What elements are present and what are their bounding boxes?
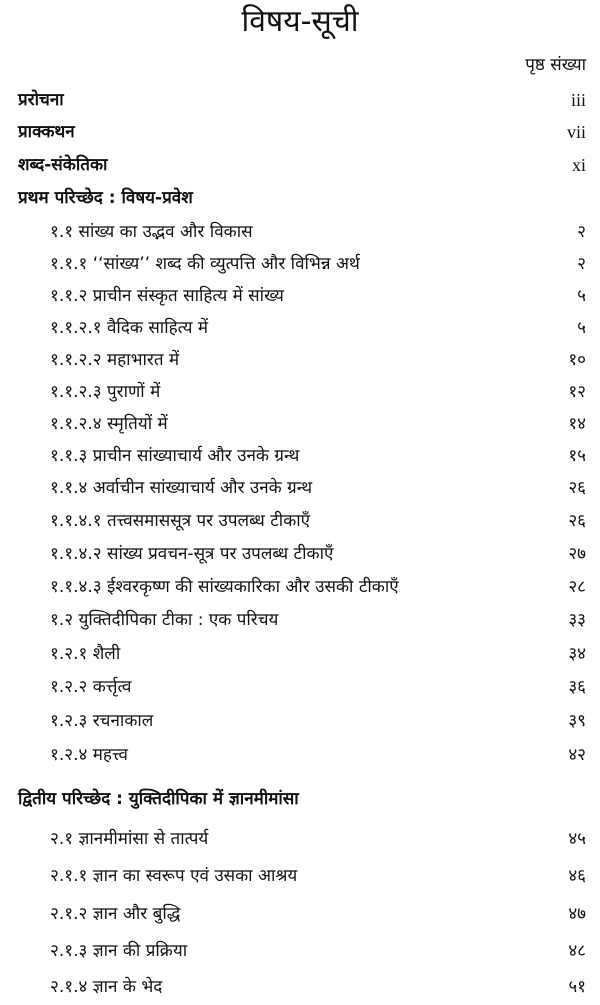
entry-page: १२ xyxy=(568,382,586,402)
toc-entry xyxy=(0,573,600,605)
entry-page: xi xyxy=(571,155,586,175)
entry-label: २.१.२ ज्ञान और बुद्धि xyxy=(50,904,181,924)
entry-label: १.१.३ प्राचीन सांख्याचार्य और उनके ग्रन्थ xyxy=(50,446,300,466)
entry-page: iii xyxy=(570,90,586,110)
toc-entry xyxy=(0,346,600,378)
entry-label: २.१ ज्ञानमीमांसा से तात्पर्य xyxy=(50,829,209,849)
toc-entry xyxy=(0,707,600,739)
entry-page: १५ xyxy=(568,446,586,466)
entry-label: १.१.४.२ सांख्य प्रवचन-सूत्र पर उपलब्ध टीकाएँ xyxy=(50,544,334,564)
entry-page: ४७ xyxy=(568,904,586,924)
toc-entry-front-matter xyxy=(0,86,600,118)
entry-label: २.१.४ ज्ञान के भेद xyxy=(50,977,163,997)
toc-entry xyxy=(0,507,600,539)
entry-label: १.२ युक्तिदीपिका टीका : एक परिचय xyxy=(50,610,279,630)
entry-page: ४६ xyxy=(568,866,586,886)
entry-label: १.१.२.३ पुराणों में xyxy=(50,382,161,402)
chapter-title: प्रथम परिच्छेद : विषय-प्रवेश xyxy=(18,188,193,208)
entry-label: प्ररोचना xyxy=(18,90,64,110)
toc-entry xyxy=(0,606,600,638)
entry-page: ५ xyxy=(577,286,586,306)
toc-entry-front-matter xyxy=(0,151,600,183)
toc-entry xyxy=(0,825,600,857)
entry-page: ३४ xyxy=(568,644,586,664)
entry-label: १.१.२.२ महाभारत में xyxy=(50,350,180,370)
chapter-heading xyxy=(0,184,600,216)
toc-entry xyxy=(0,218,600,250)
chapter-title: द्वितीय परिच्छेद : युक्तिदीपिका में ज्ञानमीमांसा xyxy=(18,789,299,809)
entry-label: १.२.२ कर्त्तृत्व xyxy=(50,677,132,697)
entry-label: १.२.३ रचनाकाल xyxy=(50,711,154,731)
toc-entry-front-matter xyxy=(0,118,600,150)
entry-label: १.२.१ शैली xyxy=(50,644,121,664)
entry-page: ५१ xyxy=(568,977,586,997)
toc-entry xyxy=(0,410,600,442)
entry-page: २७ xyxy=(568,544,586,564)
entry-page: २८ xyxy=(568,577,586,597)
entry-label: १.१.४.३ ईश्वरकृष्ण की सांख्यकारिका और उसकी टीकाएँ xyxy=(50,577,399,597)
toc-entry xyxy=(0,937,600,969)
toc-entry xyxy=(0,250,600,282)
entry-label: १.१.१ ‘‘सांख्य’’ शब्द की व्युत्पत्ति और विभिन्न अर्थ xyxy=(50,254,360,274)
entry-page: vii xyxy=(566,122,586,142)
entry-page: २ xyxy=(577,254,586,274)
toc-entry xyxy=(0,862,600,894)
entry-page: २ xyxy=(577,222,586,242)
toc-entry xyxy=(0,314,600,346)
entry-label: १.१.४ अर्वाचीन सांख्याचार्य और उनके ग्रन्थ xyxy=(50,478,313,498)
entry-page: ५ xyxy=(577,318,586,338)
entry-page: ३३ xyxy=(568,610,586,630)
entry-label: २.१.३ ज्ञान की प्रक्रिया xyxy=(50,941,188,961)
entry-label: १.१ सांख्य का उद्भव और विकास xyxy=(50,222,253,242)
toc-entry xyxy=(0,640,600,672)
entry-page: ४८ xyxy=(568,941,586,961)
entry-label: प्राक्कथन xyxy=(18,122,75,142)
page-title: विषय-सूची xyxy=(241,4,359,39)
toc-entry xyxy=(0,378,600,410)
toc-entry xyxy=(0,973,600,1005)
entry-label: शब्द-संकेतिका xyxy=(18,155,108,175)
toc-entry xyxy=(0,474,600,506)
page-number-column-header: पृष्ठ संख्या xyxy=(525,55,586,75)
entry-label: १.१.२.४ स्मृतियों में xyxy=(50,414,168,434)
entry-page: २६ xyxy=(568,511,586,531)
entry-page: २६ xyxy=(568,478,586,498)
entry-label: २.१.१ ज्ञान का स्वरूप एवं उसका आश्रय xyxy=(50,866,298,886)
toc-entry xyxy=(0,540,600,572)
entry-label: १.२.४ महत्त्व xyxy=(50,745,128,765)
entry-page: ४५ xyxy=(568,829,586,849)
toc-entry xyxy=(0,442,600,474)
entry-page: ३६ xyxy=(568,677,586,697)
entry-label: १.१.४.१ तत्त्वसमाससूत्र पर उपलब्ध टीकाएँ xyxy=(50,511,311,531)
toc-entry xyxy=(0,282,600,314)
entry-page: १४ xyxy=(568,414,586,434)
entry-label: १.१.२ प्राचीन संस्कृत साहित्य में सांख्य xyxy=(50,286,284,306)
toc-entry xyxy=(0,741,600,773)
entry-page: १० xyxy=(568,350,586,370)
chapter-heading xyxy=(0,785,600,817)
entry-page: ३९ xyxy=(568,711,586,731)
entry-page: ४२ xyxy=(568,745,586,765)
toc-entry xyxy=(0,900,600,932)
toc-entry xyxy=(0,673,600,705)
entry-label: १.१.२.१ वैदिक साहित्य में xyxy=(50,318,209,338)
